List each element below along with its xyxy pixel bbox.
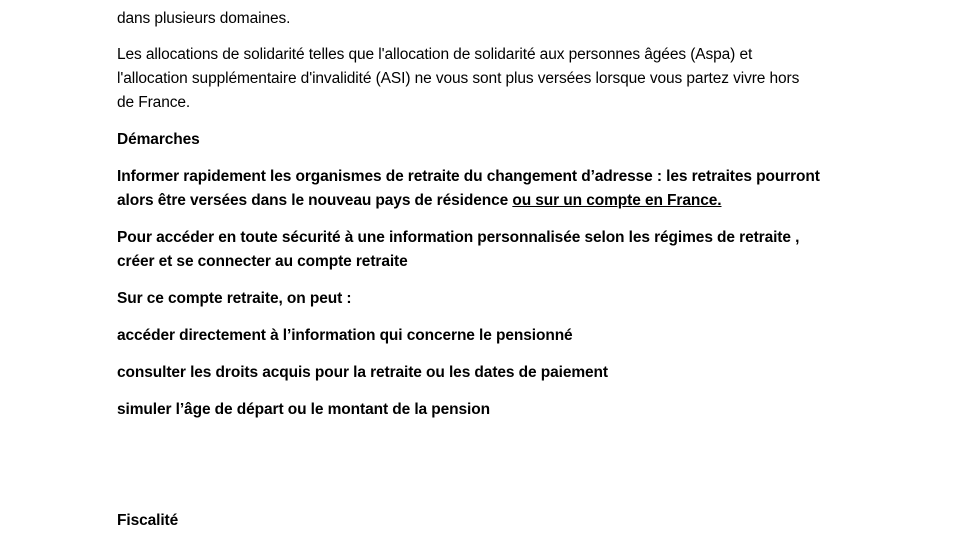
access-line-1: Pour accéder en toute sécurité à une information personnalisée selon les régimes de retraite , [117, 229, 800, 246]
intro-line-partial: dans plusieurs domaines. [117, 10, 291, 27]
account-item: accéder directement à l’information qui concerne le pensionné [117, 327, 573, 344]
demarches-heading: Démarches [117, 131, 200, 148]
solidarity-line-3: de France. [117, 94, 191, 111]
account-item: consulter les droits acquis pour la retraite ou les dates de paiement [117, 364, 608, 381]
inform-line-2 [117, 189, 722, 213]
inform-line-2-text: alors être versées dans le nouveau pays de résidence [117, 192, 513, 209]
solidarity-line-2: l'allocation supplémentaire d'invalidité (ASI) ne vous sont plus versées lorsque vous partez vivre hors [117, 70, 800, 87]
account-france-link[interactable]: ou sur un compte en France. [512, 192, 722, 209]
solidarity-line-1: Les allocations de solidarité telles que l'allocation de solidarité aux personnes âgées (Aspa) et [117, 46, 753, 63]
account-intro: Sur ce compte retraite, on peut : [117, 290, 352, 307]
inform-line-1: Informer rapidement les organismes de retraite du changement d’adresse : les retraites pourront [117, 168, 820, 185]
fiscalite-heading: Fiscalité [117, 512, 179, 529]
access-line-2: créer et se connecter au compte retraite [117, 253, 408, 270]
account-item: simuler l’âge de départ ou le montant de la pension [117, 401, 491, 418]
